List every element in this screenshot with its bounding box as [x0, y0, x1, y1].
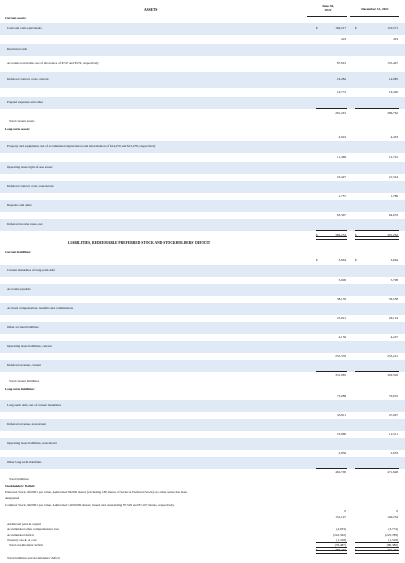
statement-row — [0, 248, 405, 257]
dollar-sign: $ — [355, 258, 357, 262]
statement-row — [0, 153, 405, 162]
row-label: Accounts payable — [7, 287, 31, 291]
statement-row — [0, 514, 405, 522]
statement-row — [0, 457, 405, 469]
statement-row — [0, 219, 405, 231]
value-june-30-2022: 63,367 — [336, 212, 346, 217]
value-june-30-2022: (76,487) — [334, 542, 346, 547]
value-june-30-2022: 331,085 — [335, 372, 346, 377]
dollar-sign: $ — [355, 548, 357, 552]
value-december-31-2021: 16,340 — [388, 89, 398, 94]
statement-row — [0, 231, 405, 240]
value-june-30-2022: 4,922 — [338, 134, 346, 139]
row-label: LIABILITIES, REDEEMABLE PREFERRED STOCK AND STOCKHOLDERS' DEFICIT — [68, 241, 211, 245]
value-december-31-2021: 4,433 — [390, 134, 398, 139]
row-label: Restricted cash — [7, 47, 28, 51]
row-label: Deposits and other — [7, 203, 32, 207]
dollar-sign: $ — [355, 232, 357, 237]
column-header-december-31-2021: December 31, 2021 — [361, 7, 389, 11]
value-december-31-2021: 14,985 — [388, 77, 398, 81]
value-december-31-2021: 26,124 — [388, 315, 398, 320]
value-december-31-2021: 79,655 — [388, 394, 398, 398]
statement-row — [0, 372, 405, 379]
row-label: designated — [5, 496, 20, 500]
value-december-31-2021: (3,774) — [388, 527, 398, 531]
row-label: Accrued compensation, benefits and commissions — [7, 306, 74, 310]
value-june-30-2022: 0 — [344, 508, 346, 513]
statement-row — [0, 193, 405, 200]
value-december-31-2021: 419 — [393, 36, 398, 41]
row-label: Operating lease liabilities, noncurrent — [7, 441, 57, 445]
statement-row — [0, 15, 405, 23]
value-june-30-2022: 16,772 — [336, 89, 346, 94]
value-december-31-2021: (1,318) — [388, 537, 398, 542]
row-label: Accumulated deficit — [7, 532, 34, 537]
column-header-line-1: June 30, — [321, 4, 335, 8]
value-december-31-2021: 0 — [396, 508, 398, 513]
value-december-31-2021: 253,221 — [387, 353, 398, 358]
value-december-31-2021: 36,558 — [388, 296, 398, 301]
value-june-30-2022: 23,427 — [336, 174, 346, 179]
value-june-30-2022: 462,700 — [335, 470, 346, 474]
statement-row — [0, 296, 405, 303]
row-label: Operating lease liabilities, current — [7, 344, 52, 348]
statement-row — [0, 72, 405, 88]
row-label: Total liabilities — [9, 477, 29, 481]
dollar-sign: $ — [316, 258, 318, 262]
value-december-31-2021: 47,047 — [388, 412, 398, 417]
value-december-31-2021: 329,502 — [387, 372, 398, 377]
statement-row — [0, 322, 405, 334]
row-label: Deferred revenue, noncurrent — [7, 422, 46, 426]
statement-row — [0, 212, 405, 219]
statement-row — [0, 181, 405, 193]
row-label: Additional paid-in capital — [7, 521, 41, 526]
value-june-30-2022: 386,233 — [335, 548, 346, 552]
row-label: Operating lease right-of-use assets — [7, 165, 53, 169]
column-header — [0, 3, 405, 15]
value-december-31-2021: 12,722 — [388, 154, 398, 159]
assets-heading: ASSETS — [144, 8, 158, 12]
statement-row — [0, 56, 405, 72]
statement-row — [0, 118, 405, 125]
row-label: Common Stock, $0.0001 par value. Authorized 1,000,000 shares; issued and outstanding 87,529 and 87,107 shares, respectively — [5, 502, 175, 507]
value-june-30-2022: 23,921 — [336, 315, 346, 320]
row-label: Other long-term liabilities — [7, 460, 42, 464]
row-label: Prepaid expenses and other — [7, 100, 43, 104]
row-label: Stockholders' Deficit: — [5, 483, 36, 488]
value-june-30-2022: 255,376 — [335, 353, 346, 358]
statement-row — [0, 277, 405, 284]
value-december-31-2021: 3,664 — [390, 258, 398, 262]
statement-row — [0, 438, 405, 450]
statement-row — [0, 469, 405, 477]
statement-row — [0, 125, 405, 134]
statement-row — [0, 141, 405, 153]
row-label: Deferred income taxes, net — [7, 222, 43, 226]
statement-row — [0, 284, 405, 296]
row-label: Deferred revenue, current — [7, 363, 41, 367]
statement-row — [0, 303, 405, 315]
value-june-30-2022: 45,811 — [337, 412, 346, 417]
statement-row — [0, 450, 405, 457]
statement-row — [0, 315, 405, 322]
value-december-31-2021: 471,648 — [387, 470, 398, 474]
row-label: Cash and cash equivalents — [7, 26, 42, 30]
row-label: Total current liabilities — [9, 379, 39, 383]
value-june-30-2022: 73,088 — [336, 394, 346, 398]
row-label: Total stockholders' deficit — [9, 542, 44, 547]
value-december-31-2021: 2,933 — [390, 450, 398, 455]
value-december-31-2021: 1,786 — [390, 193, 398, 198]
row-label: Current liabilities: — [5, 249, 32, 254]
row-label: Preferred Stock, $0.0001 par value. Authorized 99,820 shares (excluding 180 shares of Series A Preferred Stock); no other series has been — [5, 490, 188, 494]
value-december-31-2021: 12,511 — [389, 431, 398, 436]
dollar-sign: $ — [355, 26, 357, 30]
statement-row — [0, 35, 405, 44]
row-label: Long-term liabilities: — [5, 386, 35, 391]
value-june-30-2022: 1,757 — [338, 193, 346, 198]
statement-row — [0, 88, 405, 97]
row-label: Treasury stock, at cost — [7, 537, 37, 542]
value-june-30-2022: (4,933) — [336, 527, 346, 531]
dollar-sign: $ — [316, 548, 318, 552]
value-december-31-2021: 64,033 — [388, 212, 398, 217]
statement-row — [0, 162, 405, 174]
dollar-sign: $ — [316, 232, 318, 237]
row-label: Long-term assets: — [5, 126, 31, 131]
row-label: Accumulated other comprehensive loss — [7, 527, 59, 531]
value-june-30-2022: 152,147 — [335, 515, 346, 519]
row-label: Accounts receivable, net of allowance of $747 and $576, respectively — [7, 61, 99, 65]
value-june-30-2022: 386,233 — [335, 232, 346, 237]
statement-row — [0, 23, 405, 35]
statement-row — [0, 334, 405, 341]
statement-row — [0, 400, 405, 412]
row-label: Deferred contract costs, current — [7, 77, 49, 81]
value-june-30-2022: 11,469 — [337, 154, 346, 159]
row-label: Property and equipment, net of accumulated depreciation and amortization of $14,270 and $13,278, respectively — [7, 144, 156, 148]
row-label: Deferred contract costs, noncurrent — [7, 184, 54, 188]
statement-row — [0, 554, 405, 563]
statement-row — [0, 97, 405, 109]
value-june-30-2022: (222,592) — [333, 532, 346, 537]
statement-row — [0, 240, 405, 248]
statement-row — [0, 134, 405, 141]
value-june-30-2022: 3,664 — [338, 258, 346, 262]
statement-row — [0, 419, 405, 431]
value-june-30-2022: 16,282 — [336, 77, 346, 81]
statement-row — [0, 483, 405, 490]
value-june-30-2022: 10,960 — [336, 431, 346, 436]
row-label: Total liabilities and stockholders' deficit — [7, 555, 60, 560]
statement-row — [0, 44, 405, 56]
value-december-31-2021: 5,708 — [390, 277, 398, 282]
statement-row — [0, 412, 405, 419]
statement-row — [0, 385, 405, 394]
value-december-31-2021: (80,386) — [386, 542, 398, 547]
value-june-30-2022: 4,156 — [338, 334, 346, 339]
value-june-30-2022: 281,291 — [335, 110, 346, 115]
value-june-30-2022: 419 — [341, 36, 346, 41]
column-header-june-30-2022 — [310, 4, 346, 13]
column-header-line-2: 2022 — [324, 8, 332, 13]
statement-row — [0, 353, 405, 360]
value-december-31-2021: 391,262 — [387, 232, 398, 237]
row-label: Current maturities of long-term debt — [7, 268, 55, 272]
value-december-31-2021: 21,524 — [388, 174, 398, 179]
value-december-31-2021: 391,262 — [387, 548, 398, 552]
value-june-30-2022: 2,856 — [338, 450, 346, 455]
value-december-31-2021: 149,234 — [387, 515, 398, 519]
row-label: Total current assets — [9, 118, 35, 123]
value-december-31-2021: 119,571 — [387, 26, 398, 30]
value-december-31-2021: 286,762 — [387, 110, 398, 115]
value-december-31-2021: 4,227 — [390, 334, 398, 339]
row-label: Other accrued liabilities — [7, 325, 39, 329]
statement-row — [0, 265, 405, 277]
dollar-sign: $ — [316, 26, 318, 30]
statement-row — [0, 341, 405, 353]
statement-row — [0, 257, 405, 265]
statement-row — [0, 502, 405, 509]
row-label: Long-term debt, net of current maturities — [7, 403, 62, 407]
value-december-31-2021: (225,789) — [385, 532, 398, 537]
value-december-31-2021: 135,447 — [387, 61, 398, 65]
statement-row — [0, 200, 405, 212]
value-june-30-2022: 87,601 — [336, 61, 346, 65]
value-june-30-2022: 160,217 — [335, 26, 346, 30]
statement-row — [0, 431, 405, 438]
value-june-30-2022: (1,318) — [336, 537, 346, 542]
value-june-30-2022: 38,159 — [336, 296, 346, 301]
statement-row — [0, 109, 405, 118]
value-june-30-2022: 5,609 — [338, 277, 346, 282]
row-label: Current assets: — [5, 16, 27, 20]
statement-rows — [0, 15, 405, 563]
statement-row — [0, 174, 405, 181]
statement-row — [0, 360, 405, 372]
